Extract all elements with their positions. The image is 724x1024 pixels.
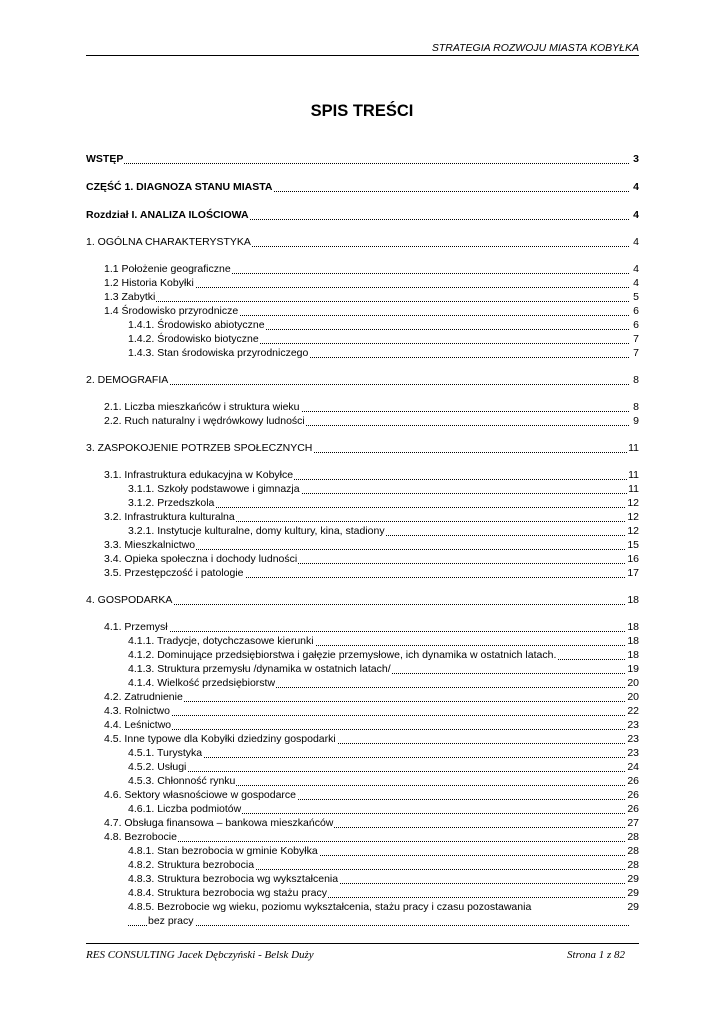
toc-dot-leader [128,925,629,926]
toc-entry-page: 11 [628,442,639,454]
toc-entry[interactable] [86,290,639,304]
toc-entry-page: 20 [627,677,639,689]
toc-dot-leader [104,715,629,716]
toc-entry-page: 16 [627,553,639,565]
toc-entry-page: 26 [627,789,639,801]
toc-entry-title: 3.3. Mieszkalnictwo [104,539,196,551]
toc-entry[interactable] [86,373,639,387]
toc-dot-leader [104,841,629,842]
toc-entry-page: 4 [633,181,639,193]
toc-entry-page: 4 [633,209,639,221]
toc-entry-title: 4.1.2. Dominujące przedsiębiorstwa i gałęzie przemysłowe, ich dynamika w ostatnich latach. [128,649,557,661]
toc-entry-title: 4.1.1. Tradycje, dotychczasowe kierunki [128,635,314,647]
toc-entry-page: 18 [627,621,639,633]
toc-entry-title: 4.6. Sektory własnościowe w gospodarce [104,789,297,801]
toc-entry-title: 4. GOSPODARKA [86,594,173,606]
toc-entry-title: 4.8.2. Struktura bezrobocia [128,859,255,871]
toc-entry-page: 11 [628,483,639,495]
toc-entry[interactable] [86,304,639,318]
toc-entry-title: 3.1.2. Przedszkola [128,497,215,509]
toc-entry[interactable] [86,346,639,360]
toc-entry-title: 4.6.1. Liczba podmiotów [128,803,242,815]
toc-entry-title: 3.2.1. Instytucje kulturalne, domy kultury, kina, stadiony [128,525,385,537]
toc-entry-title: 4.8.5. Bezrobocie wg wieku, poziomu wykształcenia, stażu pracy i czasu pozostawania [128,900,609,914]
toc-entry-title: 2.1. Liczba mieszkańców i struktura wieku [104,401,300,413]
toc-entry[interactable] [86,566,639,580]
toc-entry-page: 29 [627,901,639,913]
toc-entry-title: 4.4. Leśnictwo [104,719,172,731]
toc-entry-page: 4 [633,277,639,289]
toc-entry-page: 8 [633,374,639,386]
toc-entry-title: 3.1.1. Szkoły podstawowe i gimnazja [128,483,300,495]
toc-entry[interactable] [86,468,639,482]
toc-entry-title: 4.8.4. Struktura bezrobocia wg stażu pracy [128,887,328,899]
toc-entry[interactable] [86,634,639,648]
toc-entry-page: 11 [628,469,639,481]
toc-entry-page: 28 [627,859,639,871]
page-title: SPIS TREŚCI [310,102,414,120]
toc-entry[interactable] [86,900,639,928]
toc-entry-title: 1.1 Położenie geograficzne [104,263,231,275]
toc-entry-page: 12 [627,525,639,537]
toc-entry-title: 4.8. Bezrobocie [104,831,177,843]
toc-entry-title: WSTĘP [86,153,124,165]
toc-entry-title: 4.3. Rolnictwo [104,705,170,717]
toc-entry[interactable] [86,704,639,718]
toc-entry[interactable] [86,802,639,816]
toc-entry-page: 4 [633,236,639,248]
toc-entry[interactable] [86,774,639,788]
toc-entry[interactable] [86,816,639,830]
toc-entry[interactable] [86,676,639,690]
footer-page-number: Strona 1 z 82 [567,949,625,961]
toc-entry-title: 2.2. Ruch naturalny i wędrówkowy ludności [104,415,305,427]
toc-entry-title: 3.4. Opieka społeczna i dochody ludności [104,553,298,565]
toc-entry-page: 23 [627,719,639,731]
toc-entry-page: 7 [633,333,639,345]
toc-entry[interactable] [86,746,639,760]
toc-entry-title: 3.1. Infrastruktura edukacyjna w Kobyłce [104,469,294,481]
toc-entry-page: 18 [627,635,639,647]
toc-entry-title: 3. ZASPOKOJENIE POTRZEB SPOŁECZNYCH [86,442,313,454]
toc-entry-page: 24 [627,761,639,773]
toc-entry-title: 4.1.3. Struktura przemysłu /dynamika w ostatnich latach/ [128,663,391,675]
toc-dot-leader [128,771,629,772]
toc-entry[interactable] [86,332,639,346]
toc-entry-page: 27 [627,817,639,829]
toc-entry[interactable] [86,524,639,538]
toc-entry[interactable] [86,732,639,746]
toc-entry[interactable] [86,718,639,732]
toc-entry-title: 4.5.2. Usługi [128,761,187,773]
toc-entry-title: 4.1. Przemysł [104,621,168,633]
toc-entry-title: 1.3 Zabytki [104,291,156,303]
toc-entry-page: 29 [627,873,639,885]
toc-entry-page: 18 [627,649,639,661]
toc-entry[interactable] [86,620,639,634]
toc-entry-page: 3 [633,153,639,165]
toc-entry-page: 4 [633,263,639,275]
toc-entry[interactable] [86,400,639,414]
toc-entry-title: 1.4.3. Stan środowiska przyrodniczego [128,347,309,359]
toc-entry-page: 7 [633,347,639,359]
toc-entry-page: 23 [627,733,639,745]
toc-entry[interactable] [86,180,639,194]
toc-entry-title: 4.7. Obsługa finansowa – bankowa mieszkańców [104,817,334,829]
toc-entry[interactable] [86,552,639,566]
toc-entry[interactable] [86,496,639,510]
toc-entry-page: 17 [627,567,639,579]
toc-entry-title: 1.4.2. Środowisko biotyczne [128,333,259,345]
toc-entry-title: 1.4 Środowisko przyrodnicze [104,305,239,317]
toc-entry-title: CZĘŚĆ 1. DIAGNOZA STANU MIASTA [86,181,273,193]
toc-dot-leader [104,301,629,302]
toc-entry-title: 4.1.4. Wielkość przedsiębiorstw [128,677,276,689]
toc-entry[interactable] [86,152,639,166]
toc-entry[interactable] [86,648,639,662]
toc-entry-page: 26 [627,803,639,815]
toc-entry-title: 4.8.1. Stan bezrobocia w gminie Kobyłka [128,845,318,857]
page-footer [86,943,639,962]
toc-entry-title: 3.2. Infrastruktura kulturalna [104,511,235,523]
toc-entry[interactable] [86,208,639,222]
toc-dot-leader [104,729,629,730]
toc-entry[interactable] [86,538,639,552]
toc-entry[interactable] [86,788,639,802]
toc-entry-title: 2. DEMOGRAFIA [86,374,169,386]
toc-dot-leader [128,757,629,758]
toc-entry-title: 3.5. Przestępczość i patologie [104,567,244,579]
toc-entry-page: 28 [627,831,639,843]
toc-entry[interactable] [86,593,639,607]
toc-entry-page: 26 [627,775,639,787]
toc-entry-page: 8 [633,401,639,413]
toc-entry-page: 23 [627,747,639,759]
footer-author: RES CONSULTING Jacek Dębczyński - Belsk Duży [86,949,314,961]
toc-entry[interactable] [86,830,639,844]
toc-entry-page: 6 [633,305,639,317]
toc-entry-title: 4.2. Zatrudnienie [104,691,183,703]
toc-entry[interactable] [86,414,639,428]
toc-entry[interactable] [86,844,639,858]
toc-entry-page: 28 [627,845,639,857]
toc-entry[interactable] [86,886,639,900]
toc-entry[interactable] [86,235,639,249]
toc-dot-leader [104,631,629,632]
toc-entry-title: 4.5.3. Chłonność rynku [128,775,236,787]
toc-entry-title: 4.5.1. Turystyka [128,747,203,759]
toc-entry-title: 1. OGÓLNA CHARAKTERYSTYKA [86,236,251,248]
toc-entry[interactable] [86,760,639,774]
toc-entry-title: 1.4.1. Środowisko abiotyczne [128,319,265,331]
toc-entry[interactable] [86,318,639,332]
toc-entry-page: 20 [627,691,639,703]
toc-entry-title: 4.5. Inne typowe dla Kobyłki dziedziny gospodarki [104,733,336,745]
toc-entry[interactable] [86,441,639,455]
toc-entry[interactable] [86,510,639,524]
table-of-contents [86,152,639,928]
toc-entry-page: 12 [627,511,639,523]
toc-entry[interactable] [86,858,639,872]
toc-entry-page: 9 [633,415,639,427]
toc-entry-title: 4.8.3. Struktura bezrobocia wg wykształcenia [128,873,339,885]
toc-entry-page: 18 [627,594,639,606]
toc-entry-title-continued: bez pracy [148,915,194,927]
toc-entry[interactable] [86,690,639,704]
toc-entry-page: 6 [633,319,639,331]
toc-entry[interactable] [86,872,639,886]
toc-entry-title: 1.2 Historia Kobyłki [104,277,194,289]
toc-entry-page: 22 [627,705,639,717]
toc-entry-title: Rozdział I. ANALIZA ILOŚCIOWA [86,209,249,221]
toc-dot-leader [86,163,629,164]
toc-entry[interactable] [86,662,639,676]
toc-entry[interactable] [86,262,639,276]
toc-entry-page: 5 [633,291,639,303]
toc-entry-page: 12 [627,497,639,509]
running-header: STRATEGIA ROZWOJU MIASTA KOBYŁKA [86,42,639,56]
toc-entry-page: 15 [627,539,639,551]
toc-entry-page: 29 [627,887,639,899]
toc-entry-page: 19 [627,663,639,675]
toc-entry[interactable] [86,482,639,496]
toc-entry[interactable] [86,276,639,290]
